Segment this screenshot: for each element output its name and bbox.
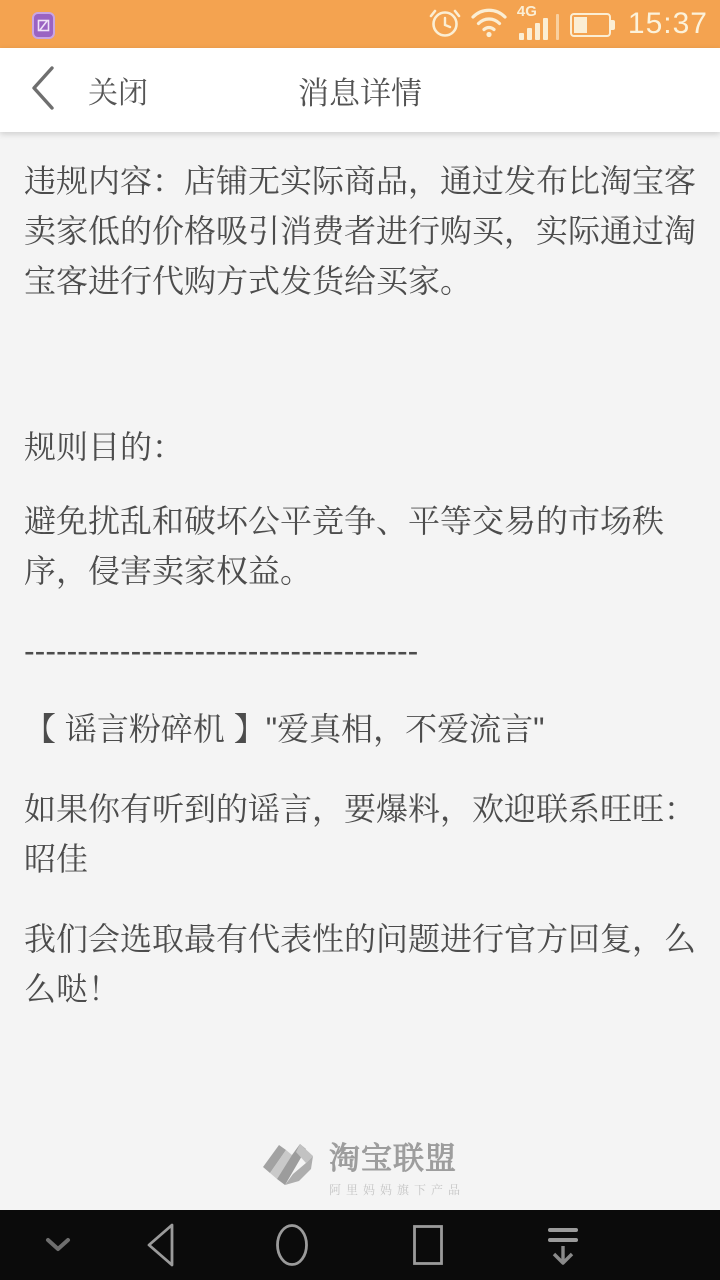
rule-purpose-label: 规则目的： xyxy=(24,429,185,465)
title-bar xyxy=(0,48,720,132)
page-title: 消息详情 xyxy=(298,75,422,111)
rumor-title-paragraph: 【 谣言粉碎机 】"爱真相，不爱流言" xyxy=(24,711,545,747)
android-nav-bar xyxy=(0,1210,720,1280)
taobao-union-logo-icon xyxy=(255,1136,321,1195)
message-detail-scrollview[interactable] xyxy=(0,132,720,1210)
rumor-reply-paragraph: 我们会选取最有代表性的问题进行官方回复，么么哒！ xyxy=(24,921,697,1007)
wifi-icon xyxy=(470,6,508,43)
rule-purpose-paragraph: 避免扰乱和破坏公平竞争、平等交易的市场秩序，侵害卖家权益。 xyxy=(24,503,665,589)
signal-bars-icon xyxy=(517,5,561,43)
brand-name: 淘宝联盟 xyxy=(328,1141,457,1176)
battery-icon xyxy=(570,13,616,37)
nav-home-button[interactable] xyxy=(262,1210,322,1280)
brand-subtitle: 阿里妈妈旗下产品 xyxy=(328,1183,465,1197)
close-button-label: 关闭 xyxy=(88,77,148,110)
nav-recents-button[interactable] xyxy=(398,1210,458,1280)
status-time: 15:37 xyxy=(627,7,708,40)
screenshot-chip-icon xyxy=(32,12,55,39)
alarm-clock-icon xyxy=(429,5,461,44)
hide-navbar-button[interactable] xyxy=(30,1210,86,1280)
violation-paragraph: 违规内容：店铺无实际商品，通过发布比淘宝客卖家低的价格吸引消费者进行购买，实际通过淘宝客进行代购方式发货给买家。 xyxy=(24,163,697,299)
message-body xyxy=(24,156,696,1014)
nav-pulldown-button[interactable] xyxy=(533,1210,593,1280)
rumor-contact-paragraph: 如果你有听到的谣言，要爆料，欢迎联系旺旺：昭佳 xyxy=(24,791,697,877)
status-bar xyxy=(0,0,720,48)
dashed-divider: ------------------------------------- xyxy=(24,633,419,669)
network-type-label: 4G xyxy=(516,3,537,20)
taobao-union-brand xyxy=(0,1133,720,1198)
nav-back-button[interactable] xyxy=(130,1210,190,1280)
